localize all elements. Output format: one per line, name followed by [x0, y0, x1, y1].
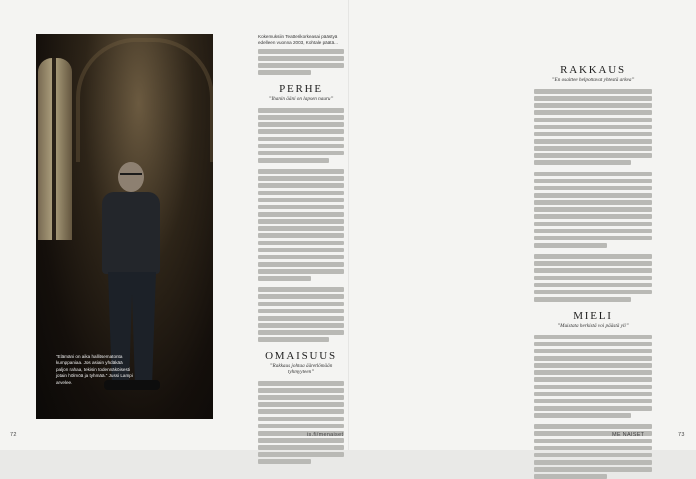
section-heading-rakkaus: RAKKAUS [560, 64, 626, 76]
folio-brand: ME NAISET [612, 432, 645, 438]
folio-center: is.fi/menaiset [307, 432, 344, 438]
section-heading-perhe: PERHE [279, 82, 323, 95]
folio-right: 73 [678, 432, 685, 438]
section-subheading-rakkaus: ”En osaittee helpottavat yhtestä arkea” [551, 77, 635, 83]
window-light [38, 58, 72, 240]
photo-caption: ”Elämäni on aika hallitsematonta kumppaniaa. Jos asiain yhdäkää paljon rahaa, tekisin todennäköisesti jotain hölmöä ja tyhmää.” Jussi Lampi arvelee. [56, 354, 133, 385]
person-torso [102, 192, 160, 274]
body-text-mieli [534, 335, 652, 479]
page-gutter [348, 0, 349, 450]
section-heading-mieli: MIELI [573, 309, 613, 322]
portrait-photo [36, 34, 213, 419]
folio-left: 72 [10, 432, 17, 438]
body-text-perhe [258, 108, 344, 342]
glasses-icon [120, 173, 142, 181]
text-column-2 [534, 34, 652, 479]
arched-doorway [76, 38, 213, 162]
section-subheading-perhe: ”Ihanin ääni on lapsen nauru” [268, 95, 334, 102]
body-text-omaisuus [258, 381, 344, 464]
text-column-1 [258, 34, 344, 464]
body-text-rakkaus [534, 89, 652, 302]
intro-text: Kokemuksiin Teatterikorkeasai päästyä edelleen vuonna 2003, Kohtale päätä... [258, 34, 338, 46]
section-subheading-mieli: ”Muistata herkistä voi päästä yli” [557, 322, 629, 329]
section-subheading-omaisuus: ”Rakkaus johtaa ääretlömään tyhmyyteen” [269, 362, 333, 375]
section-heading-omaisuus: OMAISUUS [265, 349, 337, 362]
